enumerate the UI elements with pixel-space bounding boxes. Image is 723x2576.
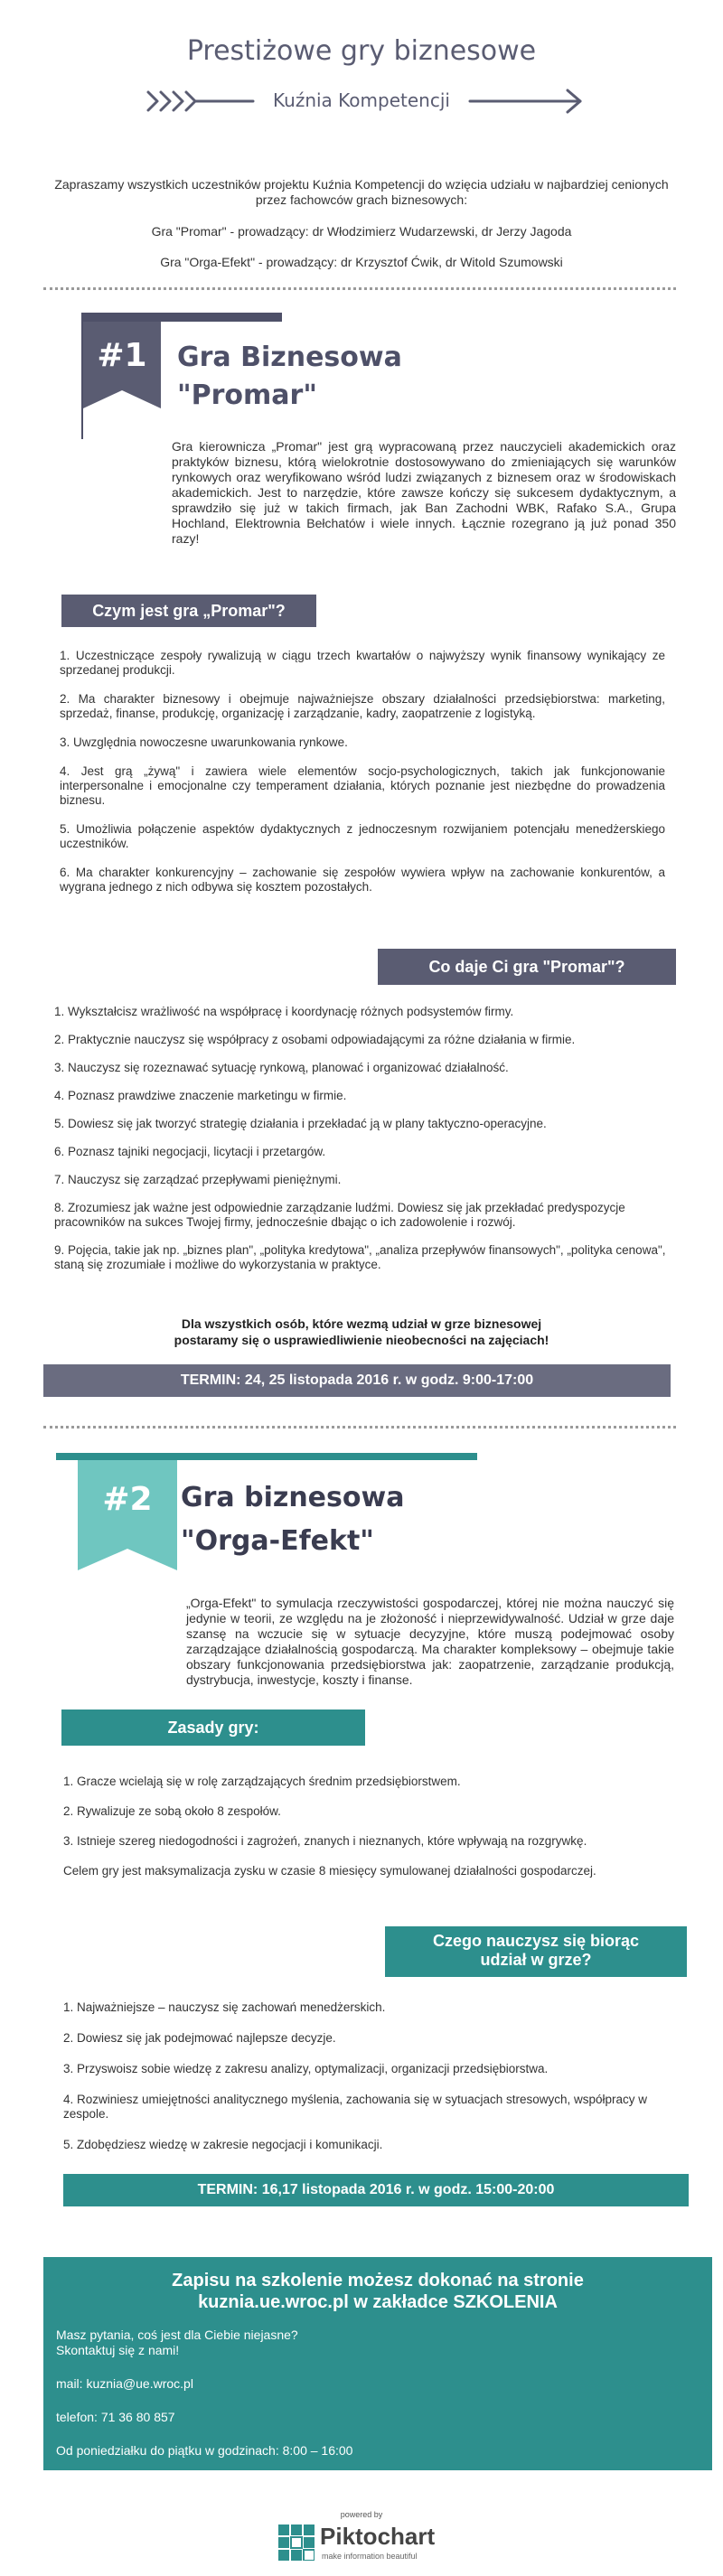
- game2-header-bar: [56, 1453, 477, 1460]
- piktochart-tagline: make information beautiful: [322, 2552, 418, 2561]
- list-item: 4. Rozwiniesz umiejętności analitycznego myślenia, zachowania się w sytuacjach stresowych, współpracy w zespole.: [63, 2093, 648, 2121]
- intro-game1-hosts: Gra "Promar" - prowadzący: dr Włodzimierz Wudarzewski, dr Jerzy Jagoda: [151, 224, 572, 239]
- list-item: 2. Praktycznie nauczysz się współpracy z osobami odpowiadającymi za różne działania w firmie.: [54, 1033, 576, 1046]
- list-item: 7. Nauczysz się zarządzać przepływami pieniężnymi.: [54, 1173, 342, 1186]
- game1-benefits-heading: Co daje Ci gra "Promar"?: [378, 949, 676, 985]
- game1-certificate-note: Dla wszystkich osób, które wezmą udział w grze biznesowej postaramy się o usprawiedliwienie nieobecności na zajęciach!: [174, 1316, 549, 1347]
- game2-title-line2: "Orga-Efekt": [181, 1525, 374, 1557]
- contact-hours: Od poniedziałku do piątku w godzinach: 8:00 – 16:00: [56, 2443, 353, 2458]
- list-item: 8. Zrozumiesz jak ważne jest odpowiednie zarządzanie ludźmi. Dowiesz się jak przekładać predyspozycje pracowników na sukces Twojej firmy, jednocześnie dbając o ich zadowolenie i rozwój.: [54, 1201, 625, 1229]
- page-subtitle: Kuźnia Kompetencji: [273, 89, 450, 111]
- page-title: Prestiżowe gry biznesowe: [186, 35, 537, 67]
- learn-heading-line1: Czego nauczysz się biorąc: [432, 1932, 640, 1950]
- list-item: 9. Pojęcia, takie jak np. „biznes plan", „polityka kredytowa", „analiza przepływów finansowych", „polityka cenowa", staną się zrozumiałe i możliwe do wykorzystania w praktyce.: [54, 1243, 666, 1271]
- game1-title-line2: "Promar": [177, 379, 317, 411]
- list-item: 2. Dowiesz się jak podejmować najlepsze decyzje.: [63, 2031, 336, 2045]
- game1-what-is-heading: Czym jest gra „Promar"?: [61, 595, 316, 627]
- list-item: 1. Gracze wcielają się w rolę zarządzających średnim przedsiębiorstwem.: [63, 1775, 461, 1788]
- list-item: Celem gry jest maksymalizacja zysku w czasie 8 miesięcy symulowanej działalności gospodarczej.: [63, 1864, 596, 1878]
- questions-line1: Masz pytania, coś jest dla Ciebie niejasne?: [56, 2328, 298, 2342]
- game1-benefits-list: [54, 1005, 678, 1272]
- list-item: 6. Ma charakter konkurencyjny – zachowanie się zespołów wywiera wpływ na zachowanie konkurentów, a wygrana jednego z nich odbywa się kosztem pozostałych.: [60, 866, 665, 894]
- questions-line2: Skontaktuj się z nami!: [56, 2343, 180, 2357]
- game1-term-band: TERMIN: 24, 25 listopada 2016 r. w godz. 9:00-17:00: [43, 1364, 671, 1397]
- list-item: 5. Zdobędziesz wiedzę w zakresie negocjacji i komunikacji.: [63, 2138, 383, 2151]
- signup-line2: kuznia.ue.wroc.pl w zakładce SZKOLENIA: [198, 2292, 558, 2312]
- game1-number: #1: [97, 337, 147, 374]
- game2-description: „Orga-Efekt" to symulacja rzeczywistości gospodarczej, której nie można nauczyć się jedynie w teorii, ze względu na je złożoność i nieprzewidywalność. Udział w grze daje szansę na wczucie się w sytuacje decyzyjne, które muszą podejmować osoby zarządzające działalnością gospodarczą. Ma charakter kompleksowy – obejmuje takie obszary funkcjonowania przedsiębiorstwa jak: zaopatrzenie, zarządzanie produkcją, dystrybucja, inwestycje, koszty i finanse.: [186, 1596, 674, 1687]
- list-item: 5. Umożliwia połączenie aspektów dydaktycznych z jednoczesnym rozwijaniem potencjału menedżerskiego uczestników.: [60, 822, 665, 850]
- list-item: 3. Przyswoisz sobie wiedzę z zakresu analizy, optymalizacji, organizacji przedsiębiorstwa.: [63, 2062, 549, 2075]
- list-item: 1. Uczestniczące zespoły rywalizują w ciągu trzech kwartałów o najwyższy wynik finansowy wynikający ze sprzedanej produkcji.: [60, 649, 665, 677]
- game2-title-line1: Gra biznesowa: [181, 1482, 405, 1513]
- contact-mail[interactable]: mail: kuznia@ue.wroc.pl: [56, 2376, 193, 2391]
- game2-learn-heading: [385, 1926, 687, 1977]
- game2-number: #2: [102, 1481, 153, 1518]
- footer-contact: [56, 2328, 689, 2459]
- list-item: 6. Poznasz tajniki negocjacji, licytacji i przetargów.: [54, 1145, 326, 1158]
- divider: [43, 287, 676, 290]
- list-item: 1. Najważniejsze – nauczysz się zachowań menedżerskich.: [63, 2000, 386, 2014]
- list-item: 4. Jest grą „żywą" i zawiera wiele elementów socjo-psychologicznych, takich jak funkcjonowanie interpersonalne i emocjonalne czy temperament działania, których poznanie jest niezbędne do prowadzenia biznesu.: [60, 764, 665, 807]
- list-item: 3. Uwzględnia nowoczesne uwarunkowania rynkowe.: [60, 735, 348, 749]
- list-item: 4. Poznasz prawdziwe znaczenie marketingu w firmie.: [54, 1089, 347, 1102]
- powered-by: powered by: [340, 2510, 383, 2519]
- game1-header-bar: [83, 313, 282, 322]
- list-item: 1. Wykształcisz wrażliwość na współpracę i koordynację różnych podsystemów firmy.: [54, 1005, 514, 1018]
- list-item: 5. Dowiesz się jak tworzyć strategię działania i przekładać ją w plany taktyczno-operacyjne.: [54, 1117, 547, 1130]
- list-item: 2. Rywalizuje ze sobą około 8 zespołów.: [63, 1804, 281, 1818]
- signup-line1: Zapisu na szkolenie możesz dokonać na stronie: [172, 2271, 584, 2290]
- divider: [43, 1426, 676, 1429]
- piktochart-icon: [278, 2524, 315, 2561]
- game2-rules-heading: Zasady gry:: [61, 1710, 365, 1746]
- contact-phone[interactable]: telefon: 71 36 80 857: [56, 2410, 175, 2424]
- game2-learn-list: [63, 2000, 678, 2152]
- game1-description: Gra kierownicza „Promar" jest grą wypracowaną przez nauczycieli akademickich oraz praktyków biznesu, którą wielokrotnie dostosowywano do zmieniających się warunków rynkowych oraz weryfikowano wśród ludzi związanych z biznesem oraz w środowiskach akademickich. Jest to narzędzie, które zawsze kończy się sukcesem dydaktycznym, a sprawdziło się już w takich firmach, jak Ban Zachodni WBK, Rafako S.A., Grupa Hochland, Elektrownia Bełchatów i wiele innych. Łącznie rozegrano ją już ponad 350 razy!: [172, 439, 676, 546]
- game1-what-is-list: [60, 649, 665, 895]
- piktochart-logo-text: Piktochart: [320, 2523, 436, 2550]
- list-item: 3. Nauczysz się rozeznawać sytuację rynkową, planować i organizować działalność.: [54, 1061, 509, 1074]
- game2-rules-list: [63, 1775, 669, 1878]
- intro-game2-hosts: Gra "Orga-Efekt" - prowadzący: dr Krzysztof Ćwik, dr Witold Szumowski: [160, 255, 563, 269]
- intro-invite: Zapraszamy wszystkich uczestników projektu Kuźnia Kompetencji do wzięcia udziału w najbardziej cenionych przez fachowców grach biznesowych:: [54, 177, 669, 207]
- piktochart-logo[interactable]: [278, 2523, 459, 2564]
- learn-heading-line2: udział w grze?: [480, 1951, 592, 1969]
- game2-term-band: TERMIN: 16,17 listopada 2016 r. w godz. 15:00-20:00: [63, 2174, 689, 2206]
- game1-title-line1: Gra Biznesowa: [177, 342, 402, 373]
- list-item: 2. Ma charakter biznesowy i obejmuje najważniejsze obszary działalności przedsiębiorstwa: marketing, sprzedaż, finanse, produkcję, organizację i zarządzanie, kadry, zaopatrzenie z logistyką.: [60, 692, 665, 720]
- list-item: 3. Istnieje szereg niedogodności i zagrożeń, znanych i nieznanych, które wpływają na rozgrywkę.: [63, 1834, 587, 1848]
- game1-vertical-line: [81, 313, 83, 439]
